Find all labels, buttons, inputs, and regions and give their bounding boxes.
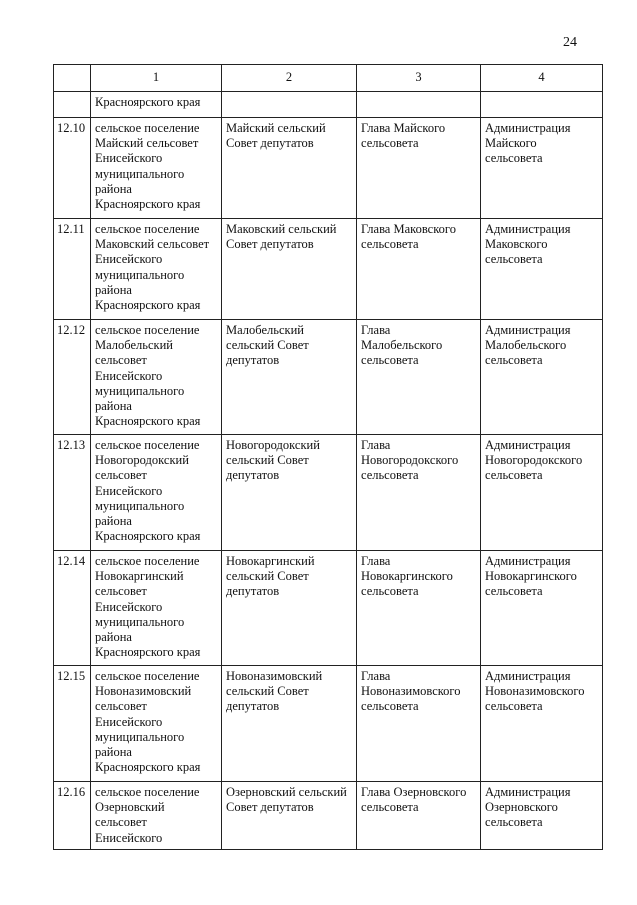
header-cell-1: 1 <box>91 65 222 92</box>
administration-text: Администрация Новокаргинского сельсовета <box>485 554 577 599</box>
administration-text: Администрация Новоназимовского сельсовета <box>485 669 585 714</box>
settlement-cell <box>91 92 222 118</box>
council-cell <box>222 551 357 666</box>
council-cell <box>222 118 357 219</box>
row-number: 12.14 <box>54 551 91 666</box>
row-number: 12.15 <box>54 666 91 782</box>
settlement-cell <box>91 118 222 219</box>
head-text: Глава Озерновского сельсовета <box>361 785 467 815</box>
head-text: Глава Малобельского сельсовета <box>361 323 443 368</box>
row-number: 12.13 <box>54 435 91 551</box>
page-number: 24 <box>563 35 577 50</box>
settlement-text: сельское поселение Новоназимовский сельсовет Енисейского муниципального района Красноярского края <box>95 669 201 775</box>
table-row <box>54 666 603 782</box>
registry-table <box>53 64 603 850</box>
table-row <box>54 219 603 320</box>
settlement-text: Красноярского края <box>95 95 201 109</box>
head-cell <box>357 118 481 219</box>
head-cell <box>357 666 481 782</box>
table-row <box>54 551 603 666</box>
table-row <box>54 435 603 551</box>
administration-cell <box>481 118 603 219</box>
administration-cell <box>481 320 603 435</box>
administration-cell <box>481 551 603 666</box>
header-cell-3: 3 <box>357 65 481 92</box>
head-text: Глава Новоназимовского сельсовета <box>361 669 461 714</box>
settlement-cell <box>91 782 222 850</box>
row-number: 12.11 <box>54 219 91 320</box>
table-row <box>54 118 603 219</box>
administration-text: Администрация Озерновского сельсовета <box>485 785 571 830</box>
council-text: Маковский сельский Совет депутатов <box>226 222 337 252</box>
council-cell <box>222 666 357 782</box>
council-cell <box>222 219 357 320</box>
council-text: Малобельский сельский Совет депутатов <box>226 323 309 368</box>
settlement-text: сельское поселение Новогородокский сельсовет Енисейского муниципального района Красноярского края <box>95 438 201 544</box>
settlement-cell <box>91 666 222 782</box>
settlement-text: сельское поселение Новокаргинский сельсовет Енисейского муниципального района Красноярского края <box>95 554 201 660</box>
council-text: Майский сельский Совет депутатов <box>226 121 326 151</box>
settlement-text: сельское поселение Малобельский сельсовет Енисейского муниципального района Красноярского края <box>95 323 201 429</box>
table-header-row <box>54 65 603 92</box>
head-text: Глава Майского сельсовета <box>361 121 446 151</box>
header-cell-2: 2 <box>222 65 357 92</box>
administration-cell <box>481 92 603 118</box>
settlement-cell <box>91 435 222 551</box>
row-number: 12.10 <box>54 118 91 219</box>
row-number <box>54 92 91 118</box>
table-row <box>54 782 603 850</box>
header-cell-4: 4 <box>481 65 603 92</box>
administration-cell <box>481 782 603 850</box>
council-text: Новокаргинский сельский Совет депутатов <box>226 554 315 599</box>
head-text: Глава Маковского сельсовета <box>361 222 456 252</box>
head-cell <box>357 320 481 435</box>
head-cell <box>357 92 481 118</box>
settlement-cell <box>91 320 222 435</box>
settlement-text: сельское поселение Маковский сельсовет Енисейского муниципального района Красноярского края <box>95 222 210 313</box>
header-cell-num <box>54 65 91 92</box>
head-cell <box>357 551 481 666</box>
head-cell <box>357 219 481 320</box>
head-text: Глава Новогородокского сельсовета <box>361 438 459 483</box>
table-row <box>54 92 603 118</box>
administration-cell <box>481 666 603 782</box>
council-text: Озерновский сельский Совет депутатов <box>226 785 347 815</box>
council-cell <box>222 92 357 118</box>
council-text: Новоназимовский сельский Совет депутатов <box>226 669 323 714</box>
administration-text: Администрация Новогородокского сельсовета <box>485 438 583 483</box>
administration-text: Администрация Майского сельсовета <box>485 121 571 166</box>
settlement-cell <box>91 551 222 666</box>
row-number: 12.16 <box>54 782 91 850</box>
head-text: Глава Новокаргинского сельсовета <box>361 554 453 599</box>
row-number: 12.12 <box>54 320 91 435</box>
settlement-cell <box>91 219 222 320</box>
council-cell <box>222 782 357 850</box>
settlement-text: сельское поселение Майский сельсовет Енисейского муниципального района Красноярского края <box>95 121 201 212</box>
settlement-text: сельское поселение Озерновский сельсовет Енисейского <box>95 785 200 845</box>
administration-text: Администрация Маковского сельсовета <box>485 222 571 267</box>
table-row <box>54 320 603 435</box>
council-cell <box>222 435 357 551</box>
administration-cell <box>481 219 603 320</box>
council-text: Новогородокский сельский Совет депутатов <box>226 438 320 483</box>
head-cell <box>357 435 481 551</box>
administration-cell <box>481 435 603 551</box>
council-cell <box>222 320 357 435</box>
head-cell <box>357 782 481 850</box>
administration-text: Администрация Малобельского сельсовета <box>485 323 571 368</box>
